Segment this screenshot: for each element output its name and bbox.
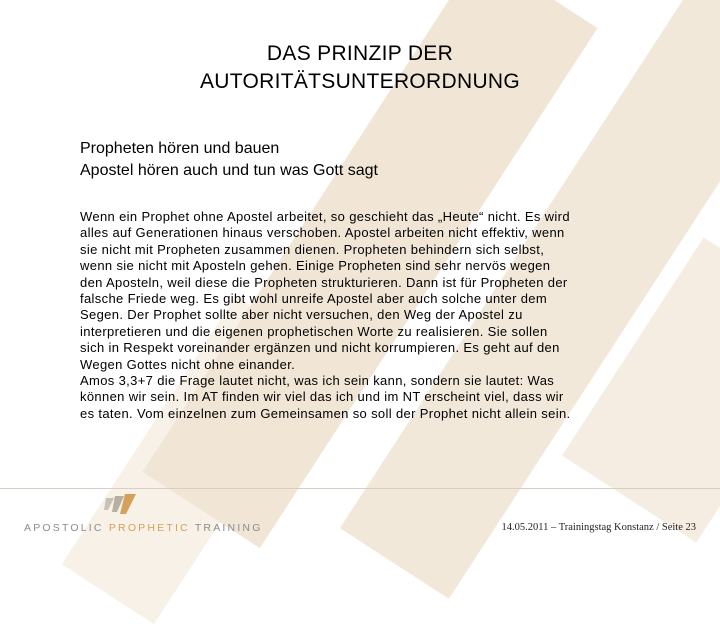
logo-arrows-icon [104, 492, 140, 516]
body-line: können wir sein. Im AT finden wir viel das ich und im NT erscheint viel, dass wir [80, 389, 564, 405]
slide-title [120, 40, 600, 96]
body-line: sie nicht mit Propheten zusammen dienen. Propheten behindern sich selbst, [80, 241, 545, 257]
body-line: Wenn ein Prophet ohne Apostel arbeitet, so geschieht das „Heute“ nicht. Es wird [80, 209, 570, 224]
body-line: wenn sie nicht mit Aposteln gehen. Einige Propheten sind sehr nervös wegen [80, 258, 551, 274]
body-line: Segen. Der Prophet sollte aber nicht versuchen, den Weg der Apostel zu [80, 307, 523, 323]
body-line: sich in Respekt voreinander ergänzen und nicht korrumpieren. Es geht auf den [80, 340, 560, 356]
body-line: interpretieren und die eigenen prophetischen Worte zu realisieren. Sie sollen [80, 323, 548, 339]
slide-body-text [80, 209, 700, 422]
footer-divider [0, 488, 720, 489]
body-line: es taten. Vom einzelnen zum Gemeinsamen so soll der Prophet nicht allein sein. [80, 405, 571, 421]
slide-title-line: AUTORITÄTSUNTERORDNUNG [199, 70, 521, 93]
logo-word-accent: PROPHETIC [108, 522, 190, 534]
slide-title-line: DAS PRINZIP DER [266, 42, 454, 65]
body-line: Wegen Gottes nicht ohne einander. [80, 356, 296, 372]
body-line: den Aposteln, weil diese die Propheten strukturieren. Dann ist für Propheten der [80, 274, 568, 290]
body-line: falsche Friede weg. Es gibt wohl unreife Apostel aber auch solche unter dem [80, 291, 548, 307]
body-line: Amos 3,3+7 die Frage lautet nicht, was ich sein kann, sondern sie lautet: Was [80, 373, 555, 389]
logo-word: TRAINING [189, 522, 263, 534]
logo-word: APOSTOLIC [24, 522, 109, 534]
body-line: alles auf Generationen hinaus verschoben. Apostel arbeiten nicht effektiv, wenn [80, 225, 565, 241]
footer-date-page: 14.05.2011 – Trainingstag Konstanz / Seite 23 [501, 522, 696, 533]
subtitle-line: Propheten hören und bauen [80, 140, 280, 157]
logo-wordmark [24, 522, 263, 534]
subtitle-line: Apostel hören auch und tun was Gott sagt [80, 162, 378, 179]
slide-subtitle [80, 138, 680, 182]
